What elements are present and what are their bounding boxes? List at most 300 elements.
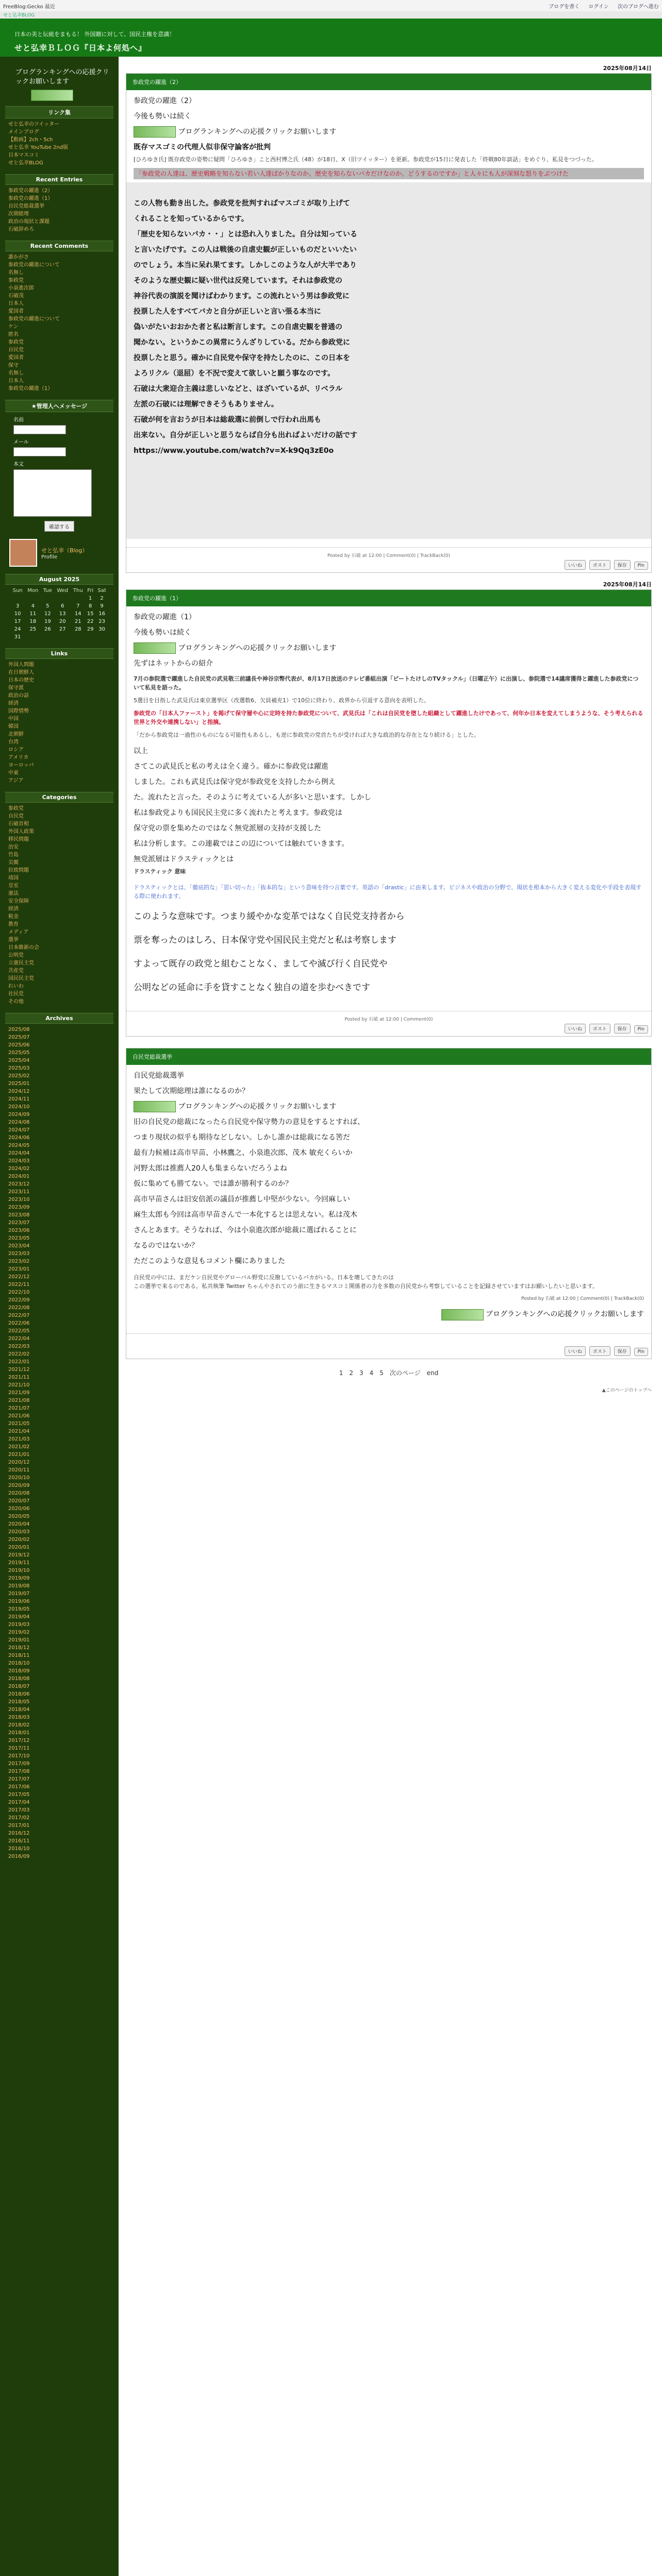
sidebar-list-item[interactable]: 2022/12 — [8, 1274, 30, 1280]
sidebar-list-item[interactable]: 2021/12 — [8, 1367, 30, 1372]
sidebar-list-item[interactable]: 2023/04 — [8, 1243, 30, 1249]
calendar-day[interactable]: 17 — [14, 619, 21, 624]
calendar-day[interactable]: 20 — [59, 619, 66, 624]
sidebar-list-item[interactable]: 保守派 — [8, 685, 24, 691]
sidebar-list-item[interactable]: 2025/07 — [8, 1035, 30, 1040]
sidebar-list-item[interactable]: 参政党の躍進について — [8, 262, 60, 268]
calendar-day[interactable]: 25 — [29, 626, 37, 632]
sidebar-list-item[interactable]: 2018/06 — [8, 1691, 30, 1697]
news-highlight: 参政党の「日本人ファースト」を掲げて保守層や心に定時を持た参政党について、武見氏は「これは自民党を堕した組織として躍進したけであって、何年か日本を変えてしまうような、そう考えられる世界と外交や連携しない」と指摘。 — [134, 710, 643, 725]
sidebar-list-item[interactable]: 2022/05 — [8, 1328, 30, 1334]
sidebar-list-item[interactable]: 中東 — [8, 770, 19, 776]
calendar-day[interactable]: 21 — [74, 619, 81, 624]
sidebar-list-item[interactable]: 2021/11 — [8, 1375, 30, 1380]
sidebar-list-item[interactable]: 2019/03 — [8, 1622, 30, 1628]
calendar-box — [5, 574, 113, 641]
calendar-day[interactable]: 5 — [46, 603, 49, 609]
topbar-link[interactable]: ログイン — [588, 4, 609, 10]
calendar-day[interactable]: 31 — [14, 634, 21, 640]
share-button[interactable]: Pin — [634, 562, 648, 570]
post-title[interactable]: 参政党の躍進（2） — [126, 74, 651, 90]
sidebar-list-item[interactable]: 2025/06 — [8, 1042, 30, 1048]
sidebar-list-item[interactable]: 2020/07 — [8, 1498, 30, 1504]
post-meta: Posted by 石破 at 12:00 | Comment(0) | TrackBack(0) — [521, 1296, 644, 1301]
sidebar-list-item[interactable]: 2019/10 — [8, 1568, 30, 1573]
sidebar-list-item[interactable]: 2019/07 — [8, 1591, 30, 1597]
sidebar-list-item[interactable]: 2018/08 — [8, 1676, 30, 1682]
sidebar-list-item[interactable]: 自民党 — [8, 347, 24, 353]
sidebar-list-item[interactable]: 国民民主党 — [8, 976, 34, 981]
sidebar-list-item[interactable]: 保守 — [8, 363, 19, 368]
ranking-banner[interactable] — [31, 90, 73, 101]
sidebar-list-item[interactable]: れいわ — [8, 984, 24, 989]
calendar-day[interactable]: 30 — [98, 626, 105, 632]
share-button[interactable]: 保存 — [614, 560, 631, 570]
message-box — [5, 400, 113, 532]
sidebar-list-item[interactable]: 参政党 — [8, 340, 24, 345]
sidebar-list-item[interactable]: 2021/10 — [8, 1382, 30, 1388]
sidebar-list-item[interactable]: 2025/04 — [8, 1058, 30, 1063]
sidebar-list-item[interactable]: せと弘幸BLOG — [8, 160, 43, 166]
post-line: 石破は大衆迎合主義は悲しいなどと、ほざいているが、リベラル — [134, 385, 343, 393]
sidebar-list-item[interactable]: 政治の話 — [8, 693, 29, 699]
post-heading: 参政党の躍進（2） — [134, 97, 196, 105]
sidebar-list-item[interactable]: せと弘幸 YouTube 2nd版 — [8, 145, 69, 150]
sidebar-list-item[interactable]: 立憲民主党 — [8, 960, 34, 966]
name-label: 名前 — [13, 417, 24, 423]
sidebar-list-item[interactable]: 2023/09 — [8, 1205, 30, 1210]
sidebar-list-item[interactable]: 2024/06 — [8, 1135, 30, 1141]
sidebar-list-item[interactable]: ケン — [8, 324, 19, 330]
post-heading: 参政党の躍進（1） — [134, 613, 196, 621]
calendar-day — [25, 595, 41, 602]
sidebar-list-item[interactable]: 2017/09 — [8, 1761, 30, 1767]
sidebar-list-item[interactable]: 匿名 — [8, 332, 19, 337]
sidebar-list-item[interactable]: 2021/04 — [8, 1429, 30, 1434]
news-text: 7月の参院選で躍進した自民党の武見敬三前議長や神谷宗幣代表が、8月17日放送のテレビ番組出演「ビートたけしのTVタックル」（日曜正午）に出演し、参院選で14議席獲得と躍進した参政党について私見を語った。 — [134, 675, 639, 691]
sidebar-list-item[interactable]: 2020/05 — [8, 1514, 30, 1519]
post-date: 2025年08月14日 — [603, 65, 652, 72]
calendar-day[interactable]: 2 — [100, 596, 104, 601]
page-top-link[interactable]: ▲このページのトップへ — [602, 1388, 652, 1393]
sidebar-list-item[interactable]: 2021/09 — [8, 1390, 30, 1396]
calendar-day[interactable]: 16 — [98, 611, 105, 617]
links-title: Links — [5, 648, 113, 659]
archives-title: Archives — [5, 1013, 113, 1024]
sidebar-list-item[interactable]: 公明党 — [8, 953, 24, 958]
post-line: 票を奪ったのはしろ、日本保守党や国民民主党だと私は考察します — [134, 935, 396, 945]
site-title[interactable]: せと弘幸ＢＬＯＧ『日本よ何処へ』 — [14, 43, 147, 53]
sidebar-list-item[interactable]: 2025/03 — [8, 1065, 30, 1071]
share-button[interactable]: ポスト — [589, 1024, 610, 1033]
profile-box — [5, 539, 113, 567]
sidebar-list-item[interactable]: 2018/12 — [8, 1645, 30, 1651]
sidebar-list-item[interactable]: 2018/05 — [8, 1699, 30, 1705]
calendar-day — [54, 595, 71, 602]
sidebar-list-item[interactable]: 2024/12 — [8, 1089, 30, 1094]
sidebar-list-item[interactable]: 社民党 — [8, 991, 24, 997]
post — [126, 73, 652, 573]
sidebar-list-item[interactable]: 小泉進次郎 — [8, 285, 34, 291]
sidebar-list-item[interactable]: 2020/09 — [8, 1483, 30, 1488]
sidebar-list-item[interactable]: 2021/05 — [8, 1421, 30, 1427]
sidebar-list-item[interactable]: 2020/11 — [8, 1467, 30, 1473]
sidebar-list-item[interactable]: 2019/05 — [8, 1606, 30, 1612]
sidebar-list-item[interactable]: 2021/07 — [8, 1405, 30, 1411]
sidebar-list-item[interactable]: 次期総理 — [8, 211, 29, 217]
sidebar-list-item[interactable]: 2023/10 — [8, 1197, 30, 1202]
sidebar-list-item[interactable]: 憲法 — [8, 891, 19, 896]
sidebar-list-item[interactable]: 2022/02 — [8, 1351, 30, 1357]
sidebar-list-item[interactable]: 参政党 — [8, 806, 24, 811]
sidebar-list-item[interactable]: 2022/06 — [8, 1320, 30, 1326]
sidebar-list-item[interactable]: 日本人 — [8, 378, 24, 384]
calendar-title: August 2025 — [5, 574, 113, 585]
sidebar-list-item[interactable]: 自民党総裁選挙 — [8, 204, 44, 209]
calendar-day[interactable]: 6 — [61, 603, 64, 609]
ranking-link[interactable]: ブログランキングへの応援クリックお願いします — [178, 1103, 337, 1111]
submit-button[interactable]: 確認する — [44, 521, 74, 532]
sidebar-list-item[interactable]: 外国人政策 — [8, 829, 34, 835]
calendar-day[interactable]: 10 — [14, 611, 21, 617]
topbar-link[interactable]: 次のブログへ進む — [618, 4, 659, 10]
sidebar-list-item[interactable]: 2017/02 — [8, 1815, 30, 1821]
calendar-day[interactable]: 9 — [100, 603, 104, 609]
sidebar-list-item[interactable]: 経済 — [8, 701, 19, 706]
sidebar-list-item[interactable]: 治安 — [8, 844, 19, 850]
sidebar-list-item[interactable]: 2024/01 — [8, 1174, 30, 1179]
news-text: 5選目を目指した武見氏は東京選挙区（改選数6、欠員補充1）で10位に終わり、政界から引退する意向を表明した。 — [134, 697, 429, 704]
calendar-day — [54, 633, 71, 641]
sidebar-list-item[interactable]: 石破首相 — [8, 821, 29, 827]
calendar-day[interactable]: 4 — [31, 603, 35, 609]
share-button[interactable]: Pin — [634, 1348, 648, 1356]
sidebar-list-item[interactable]: 竹島 — [8, 852, 19, 858]
post-line: た。流れたと言った。そのように考えている人が多いと思います。しかし — [134, 793, 371, 802]
share-button[interactable]: ポスト — [589, 1346, 610, 1356]
calendar-day[interactable]: 19 — [44, 619, 51, 624]
ranking-banner[interactable] — [134, 1101, 176, 1112]
sidebar-list-item[interactable]: 2020/02 — [8, 1537, 30, 1543]
breadcrumb-link[interactable]: せと弘幸BLOG — [3, 13, 35, 18]
sidebar-list-item[interactable]: 2021/06 — [8, 1413, 30, 1419]
calendar-day[interactable]: 13 — [59, 611, 66, 617]
sidebar-list-item[interactable]: 2017/11 — [8, 1745, 30, 1751]
post-line: と言いたげです。この人は戦後の自虐史観が正しいものだといいたい — [134, 246, 357, 254]
sidebar-list-item[interactable]: 石破茂 — [8, 293, 24, 299]
page-link[interactable]: 5 — [379, 1369, 384, 1377]
calendar-day[interactable]: 29 — [87, 626, 94, 632]
sidebar-list-item[interactable]: 2017/06 — [8, 1784, 30, 1790]
sidebar-list-item[interactable]: 2025/05 — [8, 1050, 30, 1056]
sidebar-list-item[interactable]: 2019/09 — [8, 1575, 30, 1581]
post-line: 高市早苗さんは旧安倍派の議員が推薦し中堅が少ない。今回麻しい — [134, 1195, 350, 1204]
post-line: 先ずはネットからの紹介 — [134, 659, 213, 668]
sidebar-list-item[interactable]: 外国人問題 — [8, 662, 34, 668]
sidebar-list-item[interactable]: 2021/03 — [8, 1436, 30, 1442]
sidebar-list-item[interactable]: 2024/08 — [8, 1120, 30, 1125]
calendar-day[interactable]: 8 — [89, 603, 92, 609]
sidebar-list-item[interactable]: 2017/08 — [8, 1769, 30, 1774]
sidebar-list-item[interactable]: 2024/11 — [8, 1096, 30, 1102]
sidebar-list-item[interactable]: 2022/09 — [8, 1297, 30, 1303]
post-commentary — [126, 182, 651, 539]
calendar-day[interactable]: 15 — [87, 611, 94, 617]
sidebar-list-item[interactable]: 2020/12 — [8, 1460, 30, 1465]
share-button[interactable]: いいね — [565, 1346, 586, 1356]
sidebar-list-item[interactable]: メディア — [8, 929, 29, 935]
sidebar-list-item[interactable]: 自民党 — [8, 814, 24, 819]
calendar-day[interactable]: 18 — [29, 619, 37, 624]
sidebar-list-item[interactable]: 2020/10 — [8, 1475, 30, 1481]
share-button[interactable]: Pin — [634, 1025, 648, 1033]
sidebar-list-item[interactable]: 参政党の躍進（1） — [8, 196, 53, 201]
sidebar-list-item[interactable]: 日本マスコミ — [8, 152, 39, 158]
sidebar-list-item[interactable]: 2021/02 — [8, 1444, 30, 1450]
sidebar-list-item[interactable]: 誰かがさ — [8, 255, 29, 260]
sidebar-list-item[interactable]: 在日朝鮮人 — [8, 670, 34, 675]
sidebar-list-item[interactable]: 2024/04 — [8, 1150, 30, 1156]
sidebar-list-item[interactable]: せと弘幸のツイッター — [8, 122, 60, 127]
sidebar-list-item[interactable]: 経済 — [8, 906, 19, 912]
share-buttons — [562, 560, 648, 570]
sidebar-list-item[interactable]: 2017/04 — [8, 1800, 30, 1805]
sidebar-list-item[interactable]: 2018/09 — [8, 1668, 30, 1674]
sidebar-list-item[interactable]: 2022/08 — [8, 1305, 30, 1311]
share-button[interactable]: 保存 — [614, 1024, 631, 1033]
calendar-day[interactable]: 23 — [98, 619, 105, 624]
calendar-day[interactable]: 22 — [87, 619, 94, 624]
sidebar-list-item[interactable]: 2022/07 — [8, 1313, 30, 1318]
calendar-day — [85, 633, 95, 641]
sidebar-list-item[interactable]: 2017/01 — [8, 1823, 30, 1828]
mail-label: メール — [13, 439, 29, 445]
ranking-banner[interactable] — [441, 1309, 484, 1320]
sidebar-list-item[interactable]: 2016/11 — [8, 1838, 30, 1844]
share-button[interactable]: 保存 — [614, 1346, 631, 1356]
sidebar-list-item[interactable]: 共産党 — [8, 968, 24, 974]
sidebar-list-item[interactable]: 2024/10 — [8, 1104, 30, 1110]
sidebar-list-item[interactable]: 2020/04 — [8, 1521, 30, 1527]
sidebar-list-item[interactable]: 靖国 — [8, 875, 19, 881]
sidebar-list-item[interactable]: 【動画】2ch・5ch — [8, 137, 53, 143]
sidebar-list-item[interactable]: 教育 — [8, 922, 19, 927]
sidebar-list-item[interactable]: 日本の歴史 — [8, 677, 34, 683]
profile-name[interactable]: せと弘幸（Blog） — [41, 547, 88, 554]
post-title[interactable]: 参政党の躍進（1） — [126, 590, 651, 606]
sidebar-list-item[interactable]: 2025/02 — [8, 1073, 30, 1079]
post-line: ただこのような意見もコメント欄にありました — [134, 1257, 285, 1265]
post-line: 私は分析します。この連載ではこの辺については触れていきます。 — [134, 840, 349, 848]
page-link[interactable]: 3 — [359, 1369, 363, 1377]
sidebar-list-item[interactable]: 2025/01 — [8, 1081, 30, 1087]
sidebar-list-item[interactable]: 政治の現状と課題 — [8, 219, 49, 225]
page-link[interactable]: 1 — [339, 1369, 343, 1377]
ranking-link[interactable]: ブログランキングへの応援クリックお願いします — [485, 1310, 644, 1318]
sidebar-list-item[interactable]: 参政党の躍進（1） — [8, 386, 53, 392]
sidebar-list-item[interactable]: 2023/11 — [8, 1189, 30, 1195]
calendar-weekday: Mon — [27, 588, 39, 594]
sidebar-list-item[interactable]: 拉致問題 — [8, 868, 29, 873]
calendar-day[interactable]: 12 — [44, 611, 51, 617]
sidebar-list-item[interactable]: 2018/11 — [8, 1653, 30, 1658]
sidebar-list-item[interactable]: アジア — [8, 778, 24, 784]
sidebar-list-item[interactable]: ロシア — [8, 747, 24, 753]
sidebar-list-item[interactable]: 2021/08 — [8, 1398, 30, 1403]
share-button[interactable]: いいね — [565, 1024, 586, 1033]
sidebar-list-item[interactable]: 2017/03 — [8, 1807, 30, 1813]
top-toolbar — [0, 0, 662, 12]
sidebar-list-item[interactable]: 移民問題 — [8, 837, 29, 842]
sidebar-list-item[interactable]: 中国 — [8, 716, 19, 722]
calendar-day[interactable]: 27 — [59, 626, 66, 632]
pagination — [126, 1368, 652, 1377]
sidebar-list-item[interactable]: 2025/08 — [8, 1027, 30, 1032]
sidebar-list-item[interactable]: 2024/03 — [8, 1158, 30, 1164]
avatar[interactable] — [9, 539, 37, 567]
page-link[interactable]: end — [426, 1369, 439, 1377]
sidebar-list-item[interactable]: 2022/03 — [8, 1344, 30, 1349]
sidebar-list-item[interactable]: 2016/10 — [8, 1846, 30, 1852]
sidebar-list-item[interactable]: ヨーロッパ — [8, 762, 34, 768]
topbar-link[interactable]: ブログを書く — [549, 4, 580, 10]
post-line: さてこの武見氏と私の考えは全く違う。確かに参政党は躍進 — [134, 762, 328, 771]
sidebar-list-item[interactable]: 2018/07 — [8, 1684, 30, 1689]
sidebar-list-item[interactable]: 2023/06 — [8, 1228, 30, 1233]
post-footer — [126, 1333, 651, 1359]
ranking-link[interactable]: ブログランキングへの応援クリックお願いします — [178, 644, 337, 652]
profile-label: Profile — [41, 554, 58, 560]
calendar-day[interactable]: 14 — [74, 611, 81, 617]
ranking-banner[interactable] — [134, 126, 176, 138]
name-input[interactable] — [13, 425, 66, 434]
sidebar-list-item[interactable]: 日本維新の会 — [8, 945, 39, 951]
sidebar-list-item[interactable]: 2019/02 — [8, 1630, 30, 1635]
sidebar-list-item[interactable]: 選挙 — [8, 937, 19, 943]
sidebar-list-item[interactable]: メインブログ — [8, 129, 39, 135]
sidebar-list-item[interactable]: 2023/07 — [8, 1220, 30, 1226]
sidebar-list-item[interactable]: 北朝鮮 — [8, 732, 24, 737]
sidebar-list-item[interactable]: 2019/11 — [8, 1560, 30, 1566]
video-url[interactable]: https://www.youtube.com/watch?v=X-k9Qq3zE0o — [134, 447, 334, 455]
sidebar-list-item[interactable]: 2019/12 — [8, 1552, 30, 1558]
sidebar-list-item[interactable]: 2022/01 — [8, 1359, 30, 1365]
calendar-weekday: Sun — [12, 588, 23, 594]
sidebar-list-item[interactable]: 2017/12 — [8, 1738, 30, 1743]
sidebar-list-item[interactable]: 税金 — [8, 914, 19, 920]
sidebar-list-item[interactable]: 2023/08 — [8, 1212, 30, 1218]
sidebar-list-item[interactable]: 台湾 — [8, 739, 19, 745]
sidebar-list-item[interactable]: 2016/09 — [8, 1854, 30, 1859]
sidebar-list-item[interactable]: 2020/06 — [8, 1506, 30, 1512]
sidebar-list-item[interactable]: 皇室 — [8, 883, 19, 889]
calendar-day[interactable]: 7 — [76, 603, 80, 609]
sidebar-list-item[interactable]: 2019/01 — [8, 1637, 30, 1643]
sidebar-list-item[interactable]: 2022/04 — [8, 1336, 30, 1342]
sidebar-list-item[interactable]: 2018/02 — [8, 1722, 30, 1728]
calendar-day — [71, 595, 85, 602]
calendar-day[interactable]: 24 — [14, 626, 21, 632]
mail-input[interactable] — [13, 447, 66, 456]
sidebar-list-item[interactable]: 2020/08 — [8, 1490, 30, 1496]
share-button[interactable]: いいね — [565, 560, 586, 570]
share-button[interactable]: ポスト — [589, 560, 610, 570]
sidebar-list-item[interactable]: 国際情勢 — [8, 708, 29, 714]
calendar-day[interactable]: 1 — [89, 596, 92, 601]
post-line: 仮に集めても勝てない。では誰が勝利するのか？ — [134, 1180, 292, 1188]
sidebar-list-item[interactable]: 名無し — [8, 370, 24, 376]
sidebar-list-item[interactable]: 2016/12 — [8, 1831, 30, 1836]
ranking-banner[interactable] — [134, 642, 176, 654]
sidebar-list-item[interactable]: 2018/03 — [8, 1715, 30, 1720]
sidebar-list-item[interactable]: 2019/04 — [8, 1614, 30, 1620]
sidebar-list-item[interactable]: 石破辞めろ — [8, 227, 34, 232]
sidebar-list-item[interactable]: 2022/11 — [8, 1282, 30, 1287]
sidebar-list-item[interactable]: 2021/01 — [8, 1452, 30, 1458]
sidebar-list-item[interactable]: 2018/10 — [8, 1660, 30, 1666]
sidebar-list-item[interactable]: 2023/02 — [8, 1259, 30, 1264]
ranking-intro: ブログランキングへの応援クリックお願いします — [15, 69, 109, 86]
sidebar-list-item[interactable]: 参政党の躍進について — [8, 316, 60, 322]
ranking-link[interactable]: ブログランキングへの応援クリックお願いします — [178, 128, 337, 136]
sidebar-list-item[interactable]: 参政党の躍進（2） — [8, 188, 53, 194]
sidebar-list-item[interactable]: 2018/01 — [8, 1730, 30, 1736]
sidebar-list-item[interactable]: 2019/08 — [8, 1583, 30, 1589]
sidebar-list-item[interactable]: 参政党 — [8, 278, 24, 283]
sidebar-list-item[interactable]: 2024/02 — [8, 1166, 30, 1172]
sidebar-list-item[interactable]: 2023/01 — [8, 1266, 30, 1272]
sidebar-list-item[interactable]: 2024/09 — [8, 1112, 30, 1117]
sidebar-link-list — [5, 121, 113, 167]
page-link[interactable]: 4 — [369, 1369, 374, 1377]
sidebar-list-item[interactable]: その他 — [8, 999, 24, 1005]
page-link[interactable]: 次のページ — [389, 1369, 421, 1377]
sidebar-list-item[interactable]: 2023/12 — [8, 1181, 30, 1187]
sidebar-list-item[interactable]: 愛国者 — [8, 355, 24, 361]
sidebar-list-item[interactable]: 安全保障 — [8, 899, 29, 904]
sidebar-list-item[interactable]: 尖閣 — [8, 860, 19, 866]
sidebar-list-item[interactable]: 2020/03 — [8, 1529, 30, 1535]
calendar-day[interactable]: 28 — [74, 626, 81, 632]
calendar-day[interactable]: 3 — [15, 603, 20, 609]
message-textarea[interactable] — [13, 469, 92, 517]
sidebar-list-item[interactable]: 愛国者 — [8, 309, 24, 314]
calendar-day[interactable]: 26 — [44, 626, 51, 632]
page-link[interactable]: 2 — [349, 1369, 353, 1377]
sidebar-list-item[interactable]: 2022/10 — [8, 1290, 30, 1295]
sidebar-list-item[interactable]: 2018/04 — [8, 1707, 30, 1713]
sidebar-list-item[interactable]: 2023/05 — [8, 1235, 30, 1241]
sidebar-list-item[interactable]: 2019/06 — [8, 1599, 30, 1604]
sidebar-list-item[interactable]: 2023/03 — [8, 1251, 30, 1257]
sidebar-list-item[interactable]: 2017/10 — [8, 1753, 30, 1759]
sidebar-box-title: Recent Comments — [5, 241, 113, 251]
sidebar-list-item[interactable]: 2017/07 — [8, 1776, 30, 1782]
calendar-day[interactable]: 11 — [29, 611, 37, 617]
sidebar-list-item[interactable]: アメリカ — [8, 755, 29, 760]
sidebar-list-item[interactable]: 日本人 — [8, 301, 24, 307]
sidebar-box-links — [5, 106, 113, 167]
post-title[interactable]: 自民党総裁選挙 — [126, 1048, 651, 1065]
post-line: 以上 — [134, 747, 148, 755]
sidebar-list-item[interactable]: 2017/05 — [8, 1792, 30, 1798]
sidebar-list-item[interactable]: 2024/07 — [8, 1127, 30, 1133]
sidebar-list-item[interactable]: 韓国 — [8, 724, 19, 730]
sidebar-list-item[interactable]: 2020/01 — [8, 1545, 30, 1550]
sidebar-list-item[interactable]: 2024/05 — [8, 1143, 30, 1148]
sidebar-box-title: リンク集 — [5, 106, 113, 118]
sidebar-list-item[interactable]: 名無し — [8, 270, 24, 276]
